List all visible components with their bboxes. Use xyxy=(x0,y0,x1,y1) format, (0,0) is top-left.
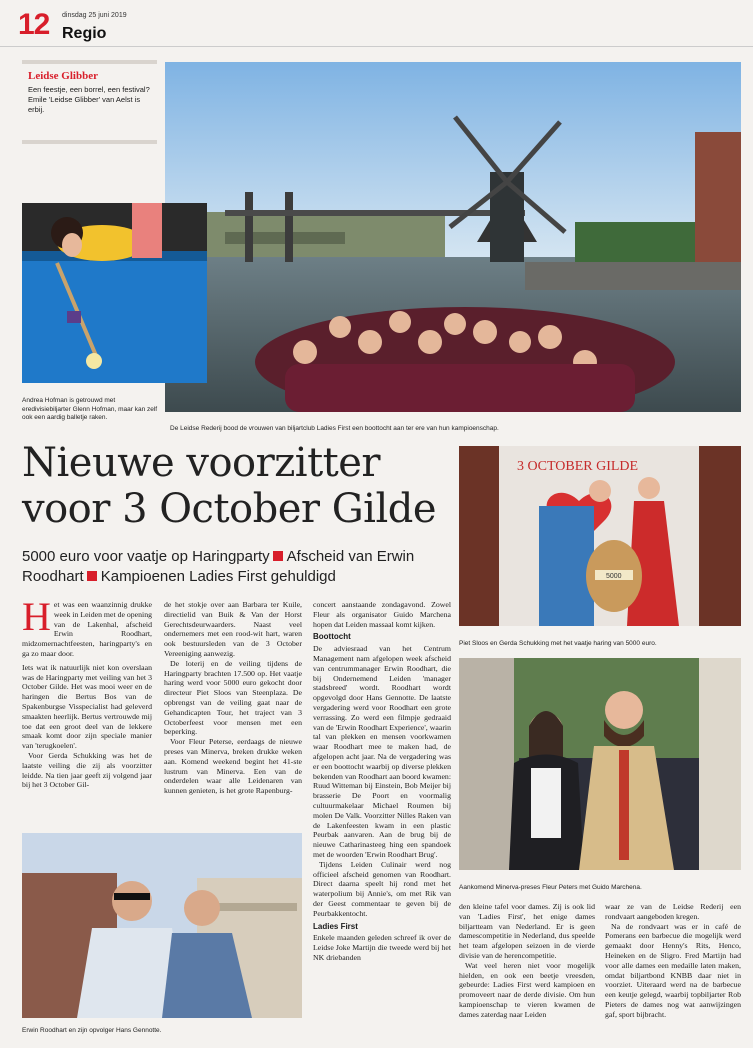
boat-caption: De Leidse Rederij bood de vrouwen van biljartclub Ladies First een boottocht aan ter ere van hun kampioenschap. xyxy=(170,425,499,432)
article-subheadline xyxy=(22,547,452,587)
article-column-3 xyxy=(313,600,451,963)
issue-date: dinsdag 25 juni 2019 xyxy=(62,12,127,19)
subheading: Ladies First xyxy=(313,921,358,931)
subhead-part: 5000 euro voor vaatje op Haringparty xyxy=(22,548,270,565)
columnist-box xyxy=(22,60,157,144)
paragraph: den kleine tafel voor dames. Zij is ook lid van 'Ladies First', het enige dames biljartteam van Nederland. Er is geen damescompetitie in Nederland, dus speelde het team afgelopen seizoen in de vierde divisie van de herencompetitie. xyxy=(459,902,595,960)
article-column-4 xyxy=(459,902,595,1020)
red-square-icon xyxy=(87,571,97,581)
columnist-title: Leidse Glibber xyxy=(28,70,98,82)
paragraph: De adviesraad van het Centrum Management nam afgelopen week afscheid van centrummanager Erwin Roodhart, die bij Ondernemend Leiden 'manager stadsbreed' wordt. Roodhart wordt opgevolgd door Hans Gennotte. De laatste vergadering werd voor Roodhart een grote verrassing. Zo werd een filmpje gedraaid van de 'Erwin Roodhart Experience', waarin tal van plekken en mensen voorkwamen waar Roodhart mee te maken had, de afgelopen acht jaar. Na de vergadering was er een boottocht waarbij op diverse plekken bekenden van Roodhart aan boord kwamen: Ruud Witteman bij Einstein, Bob Meijer bij brasserie De Poort en voormalig cultuurmakelaar Michael Roumen bij molen De Valk. Voorzitter Nilles Raken van de Lakenfeesten kwam in een plastic Peurbak aanvaren. Aan de brug bij de nieuwe Catharinasteeg hing een spandoek met de woorden 'Erwin Roodhart Brug'. xyxy=(313,644,451,859)
page-number: 12 xyxy=(18,8,50,41)
billiard-photo xyxy=(22,203,207,383)
roodhart-caption: Erwin Roodhart en zijn opvolger Hans Gennotte. xyxy=(22,1027,162,1034)
paragraph: Enkele maanden geleden schreef ik over de Leidse Joke Martijn die tweede werd bij het NK driebanden xyxy=(313,933,451,962)
paragraph: Iets wat ik natuurlijk niet kon overslaan was de Haringparty met veiling van het 3 October Gilde. Het was mooi weer en de haringen die Bertus Bos van de Spakenburgse Visspecialist had geleverd smaakten heerlijk. Bertus vertrouwde mij toe dat een groot deel van de lekkere smaak komt door zijn speciale manier van 'terugkoelen'. xyxy=(22,662,152,751)
banner-text: 3 OCTOBER GILDE xyxy=(517,459,639,474)
roodhart-photo xyxy=(22,833,302,1018)
paragraph: Tijdens Leiden Culinair werd nog officieel afscheid genomen van Roodhart. Direct daarna speelt hij rond met het waterpolium bij Annie's, om met Rik van der Geest commentaar te geven bij de Peurbakkentocht. xyxy=(313,859,451,918)
paragraph: et was een waanzinnig drukke week in Leiden met de opening van de Lakenhal, afscheid Erwin Roodhart, midzomernachtfeesten, haringparty's en ga zo maar door. xyxy=(22,600,152,658)
article-column-5 xyxy=(605,902,741,1020)
barrel-label: 5000 xyxy=(606,573,622,580)
article-column-2 xyxy=(164,600,302,796)
barrel-caption: Piet Sloos en Gerda Schukking met het vaatje haring van 5000 euro. xyxy=(459,640,657,647)
paragraph: concert aanstaande zondagavond. Zowel Fleur als organisator Guido Marchena hopen dat Leiden massaal komt kijken. xyxy=(313,600,451,629)
subhead-part: Afscheid van Erwin Roodhart xyxy=(22,548,415,585)
article-column-1 xyxy=(22,594,152,790)
boat-photo xyxy=(165,62,741,412)
barrel-photo xyxy=(459,446,741,626)
paragraph: Wat veel heren niet voor mogelijk hielden, en ook een beetje vreesden, gebeurde: Ladies First werd kampioen en promoveert naar de derde divisie. Om hun kampioenschap te vieren kwamen de dames zaterdag naar Leiden xyxy=(459,960,595,1019)
subhead-part: Kampioenen Ladies First gehuldigd xyxy=(100,568,336,585)
red-square-icon xyxy=(273,551,283,561)
minerva-caption: Aankomend Minerva-preses Fleur Peters met Guido Marchena. xyxy=(459,884,642,891)
billiard-caption: Andrea Hofman is getrouwd met eredivisiebiljarter Glenn Hofman, maar kan zelf ook een aardig balletje raken. xyxy=(22,397,158,421)
header-rule xyxy=(0,46,753,47)
paragraph: Voor Fleur Peterse, eerdaags de nieuwe preses van Minerva, breken drukke weken aan. Komend weekend begint het 41-ste lustrum van Minerva. Een van de onderdelen waar alle Leidenaren van kunnen genieten, is het grote Rapenburg- xyxy=(164,737,302,796)
subheading: Boottocht xyxy=(313,632,351,642)
section-title: Regio xyxy=(62,25,107,42)
paragraph: Na de rondvaart was er in café de Pomerans een barbecue die mogelijk werd gemaakt door Henny's Rits, Henco, Heineken en de Sligro. Fred Martijn had voor alle dames een medaille laten maken, omdat biljartbond KNBB daar niet in voorziet. Uiteraard werd na de barbecue een keutje gelegd, waarbij topbiljarter Rob Pieters de dames nog wat aanwijzingen gaf, sport bijbracht. xyxy=(605,921,741,1019)
article-headline: Nieuwe voorzitter voor 3 October Gilde xyxy=(22,440,437,532)
columnist-intro: Een feestje, een borrel, een festival? Emile 'Leidse Glibber' van Aelst is erbij. xyxy=(28,85,150,114)
paragraph: De loterij en de veiling tijdens de Haringparty brachten 17.500 op. Het vaatje haring werd voor 5000 euro gekocht door directeur Piet Sloos van Steenplaza. De opbrengst van de veiling gaat naar de Gehandicapten Tour, het traject van 3 Octoberfeest voor mensen met een beperking. xyxy=(164,658,302,737)
minerva-photo xyxy=(459,658,741,870)
paragraph: de het stokje over aan Barbara ter Kuile, directielid van Buik & Van der Horst Gerechtsdeurwaarders. Naast veel ondernemers met een rood-wit hart, waren ook bestuursleden van de 3 October Vereeniging aanwezig. xyxy=(164,600,302,658)
paragraph: waar ze van de Leidse Rederij een rondvaart aangeboden kregen. xyxy=(605,902,741,921)
paragraph: Voor Gerda Schukking was het de laatste veiling die zij als voorzitter leidde. Na tien jaar geeft zij volgend jaar bij het 3 October Gil- xyxy=(22,750,152,790)
drop-cap: H xyxy=(22,594,51,639)
